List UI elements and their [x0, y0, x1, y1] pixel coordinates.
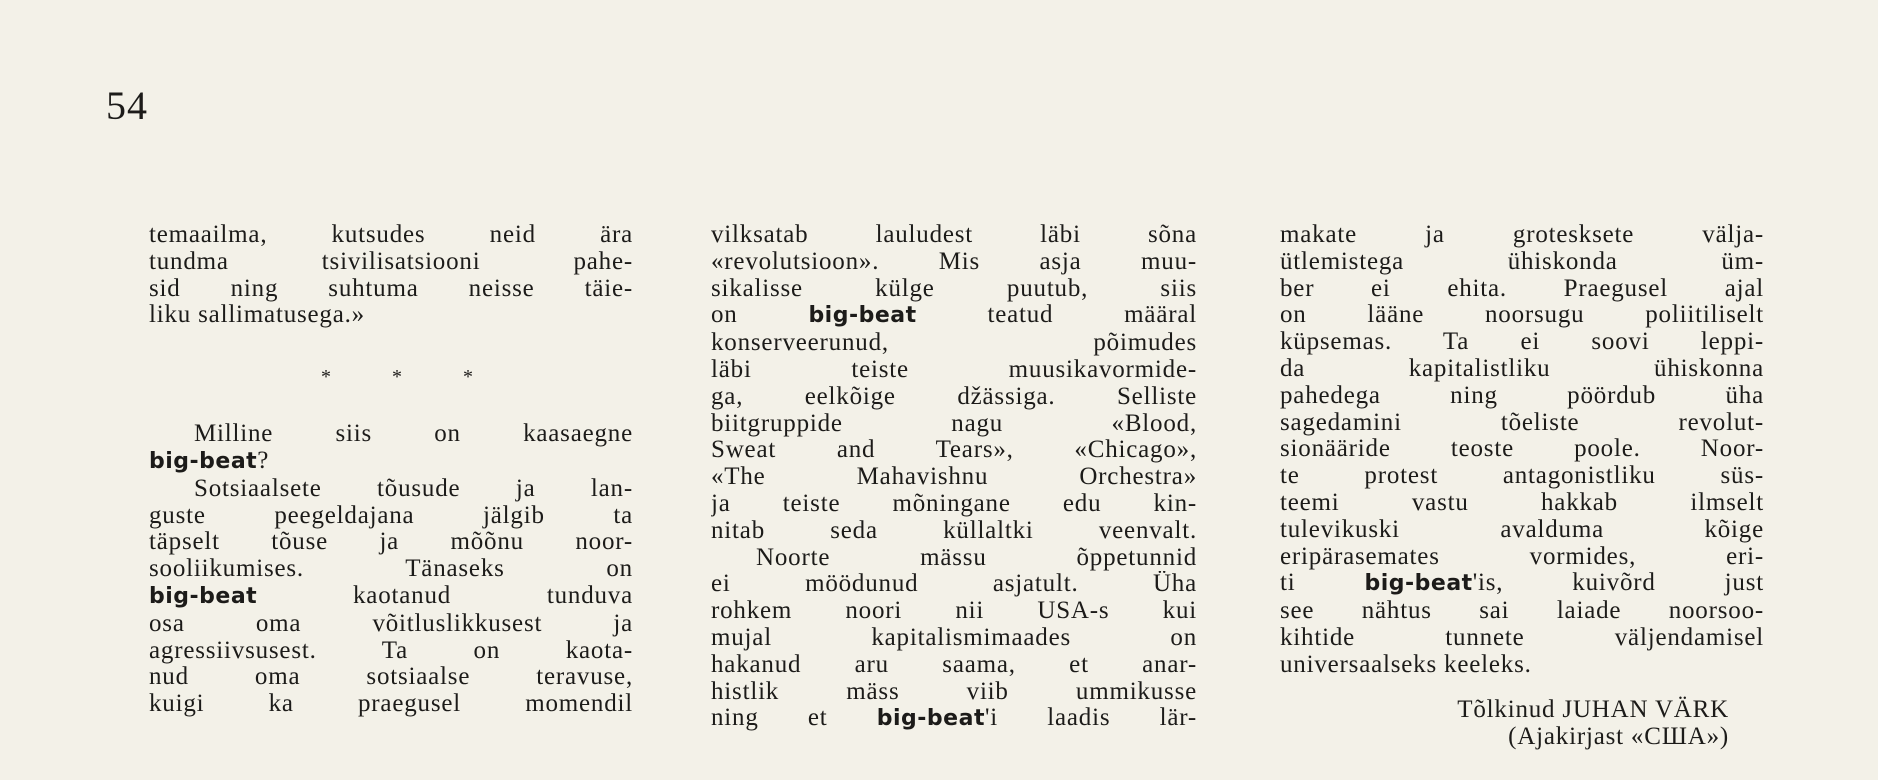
bold-term: big-beat [808, 303, 917, 329]
text-line: biitgruppide nagu «Blood, [711, 410, 1197, 437]
text-line [1280, 570, 1764, 598]
text-line [149, 448, 633, 476]
section-separator: * * * [321, 366, 501, 389]
translator-name: Tõlkinud JUHAN VÄRK [1457, 696, 1729, 723]
text-line: tulevikuski avalduma kõige [1280, 516, 1764, 543]
text-line: Sweat and Tears», «Chicago», [711, 437, 1197, 464]
text-segment: ning et [711, 705, 877, 732]
text-line: sagedamini tõeliste revolut- [1280, 409, 1764, 436]
text-line: vilksatab lauludest läbi sõna [711, 222, 1197, 248]
text-line: osa oma võitluslikkusest ja [149, 610, 633, 637]
text-line: «The Mahavishnu Orchestra» [711, 464, 1197, 491]
bold-term: big-beat [1364, 571, 1473, 597]
text-line: da kapitalistliku ühiskonna [1280, 355, 1764, 382]
text-line: liku sallimatusega.» [149, 302, 365, 329]
text-line: läbi teiste muusikavormide- [711, 356, 1197, 383]
text-segment: ? [257, 447, 270, 474]
text-line: mujal kapitalismimaades on [711, 624, 1197, 651]
text-line: pahedega ning pöördub üha [1280, 382, 1764, 409]
text-line: Noorte mässu õppetunnid [756, 544, 1197, 571]
translator-credit [1457, 696, 1729, 750]
text-line: Milline siis on kaasaegne [194, 421, 633, 448]
text-line: ga, eelkõige džässiga. Selliste [711, 383, 1197, 410]
text-line: on lääne noorsugu poliitiliselt [1280, 302, 1764, 329]
text-line: küpsemas. Ta ei soovi leppi- [1280, 329, 1764, 356]
page-number: 54 [106, 83, 148, 128]
bold-term: big-beat [149, 448, 258, 474]
text-line: sikalisse külge puutub, siis [711, 275, 1197, 302]
text-column-3 [1280, 222, 1764, 679]
source-note: (Ajakirjast «США») [1508, 723, 1729, 750]
text-segment: ti [1280, 570, 1365, 597]
text-line: ütlemistega ühiskonda üm- [1280, 248, 1764, 275]
text-line: universaalseks keeleks. [1280, 651, 1532, 678]
text-line: hakanud aru saama, et anar- [711, 651, 1197, 678]
text-line: makate ja grotesksete välja- [1280, 222, 1764, 248]
text-segment: kaotanud tunduva [257, 582, 633, 609]
text-column-2 [711, 222, 1197, 733]
text-line: guste peegeldajana jälgib ta [149, 502, 633, 529]
text-line: ei möödunud asjatult. Üha [711, 571, 1197, 598]
text-line: histlik mäss viib ummikusse [711, 678, 1197, 705]
text-line: kihtide tunnete väljendamisel [1280, 624, 1764, 651]
text-line: teemi vastu hakkab ilmselt [1280, 489, 1764, 516]
text-line: konserveerunud, põimudes [711, 330, 1197, 357]
text-line: te protest antagonistliku süs- [1280, 463, 1764, 490]
text-column-1 [149, 222, 633, 718]
text-line: Sotsiaalsete tõusude ja lan- [194, 475, 633, 502]
text-line [149, 583, 633, 611]
text-segment: 'i laadis lär- [984, 705, 1197, 732]
bold-term: big-beat [149, 583, 258, 609]
text-line: eripärasemates vormides, eri- [1280, 543, 1764, 570]
text-line [711, 302, 1197, 330]
text-line: agressiivsusest. Ta on kaota- [149, 637, 633, 664]
text-segment: teatud määral [916, 302, 1197, 329]
text-line: ber ei ehita. Praegusel ajal [1280, 275, 1764, 302]
text-line: nud oma sotsiaalse teravuse, [149, 664, 633, 691]
text-segment: on [711, 302, 809, 329]
text-line: täpselt tõuse ja mõõnu noor- [149, 529, 633, 556]
text-line [711, 705, 1197, 733]
text-line: see nähtus sai laiade noorsoo- [1280, 598, 1764, 625]
text-segment: 'is, kuivõrd just [1472, 570, 1764, 597]
text-line: temaailma, kutsudes neid ära [149, 222, 633, 248]
bold-term: big-beat [876, 706, 985, 732]
text-line: rohkem noori nii USA-s kui [711, 598, 1197, 625]
text-line: ja teiste mõningane edu kin- [711, 490, 1197, 517]
text-line: sid ning suhtuma neisse täie- [149, 275, 633, 302]
text-line: «revolutsioon». Mis asja muu- [711, 248, 1197, 275]
text-line: sionääride teoste poole. Noor- [1280, 436, 1764, 463]
text-line: nitab seda küllaltki veenvalt. [711, 517, 1197, 544]
text-line: tundma tsivilisatsiooni pahe- [149, 248, 633, 275]
text-line: sooliikumises. Tänaseks on [149, 556, 633, 583]
text-line: kuigi ka praegusel momendil [149, 691, 633, 718]
